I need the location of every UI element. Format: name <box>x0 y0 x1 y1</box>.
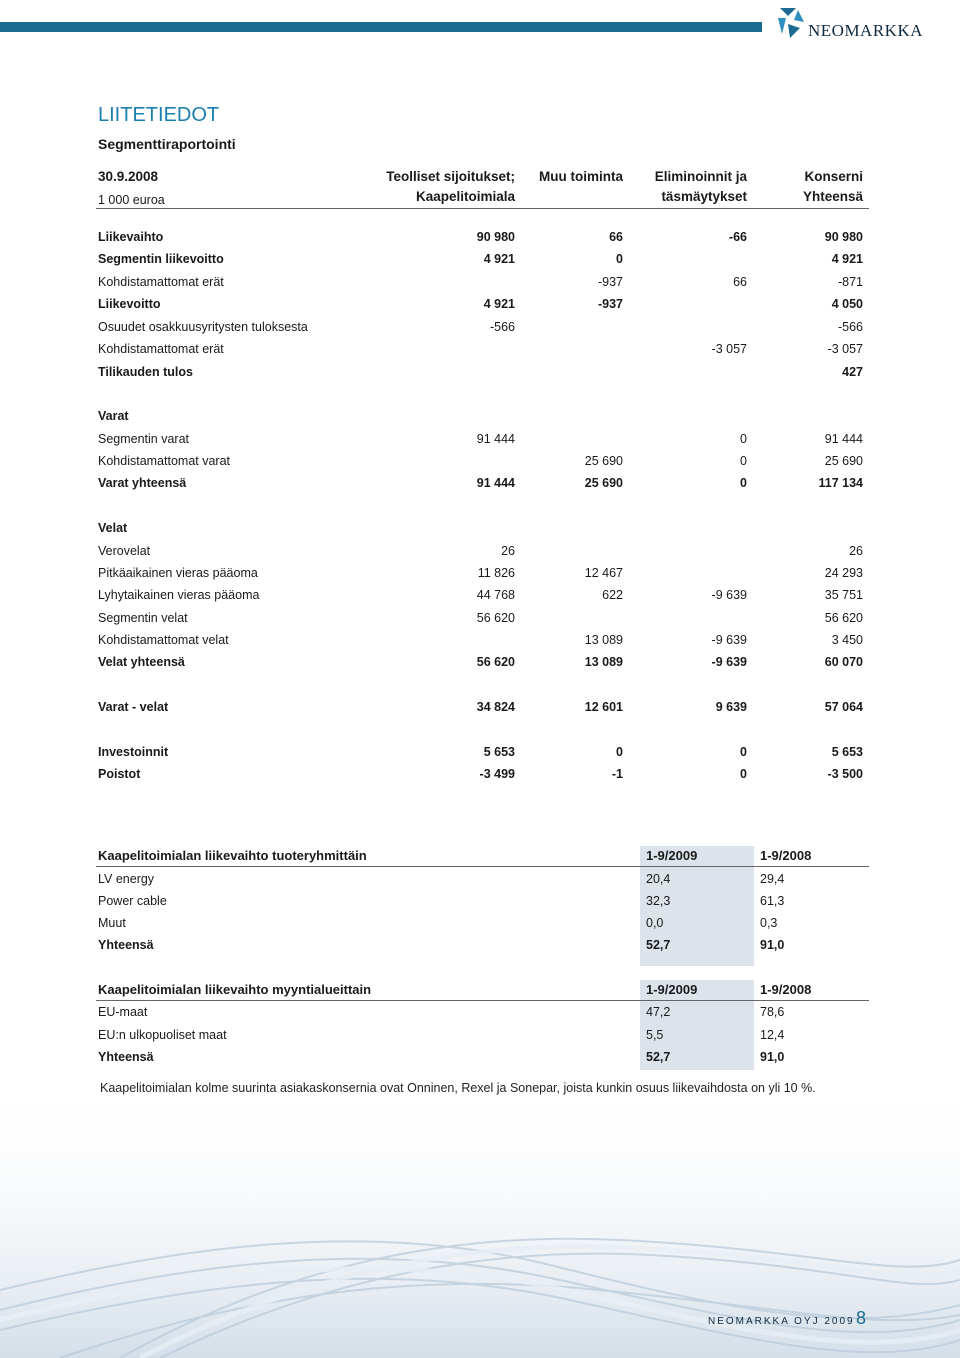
table-cell: 78,6 <box>760 1005 785 1019</box>
row-label: Kohdistamattomat erät <box>98 342 224 356</box>
product-table-title: Kaapelitoimialan liikevaihto tuoteryhmittäin <box>98 848 367 863</box>
table-cell: -566 <box>489 320 515 334</box>
neomarkka-logo-icon <box>774 4 808 42</box>
table-cell: 60 070 <box>824 655 863 669</box>
col-header-3a: Eliminoinnit ja <box>654 169 747 184</box>
table-cell: 0,0 <box>646 916 664 930</box>
product-col-2009: 1-9/2009 <box>646 848 698 863</box>
table-cell: 12 601 <box>584 700 623 714</box>
page-title: LIITETIEDOT <box>98 104 220 126</box>
row-label: Velat yhteensä <box>98 655 185 669</box>
table-cell: -9 639 <box>711 633 747 647</box>
table-cell: 0 <box>616 745 623 759</box>
row-label: LV energy <box>98 872 155 886</box>
row-label: Varat - velat <box>98 700 169 714</box>
area-table-rule <box>96 1000 869 1001</box>
table-cell: 91 444 <box>476 476 515 490</box>
col-header-2a: Muu toiminta <box>539 169 623 184</box>
row-label: Yhteensä <box>98 1050 154 1064</box>
table-cell: 0 <box>740 432 747 446</box>
table-cell: 32,3 <box>646 894 671 908</box>
row-label: Pitkäaikainen vieras pääoma <box>98 566 258 580</box>
row-label: Liikevaihto <box>98 230 164 244</box>
table-cell: 11 826 <box>477 566 515 580</box>
table-cell: 91 444 <box>824 432 863 446</box>
table-cell: 427 <box>842 365 863 379</box>
col-header-1b: Kaapelitoimiala <box>415 189 515 204</box>
row-label: Segmentin velat <box>98 611 188 625</box>
table-cell: 35 751 <box>824 588 863 602</box>
table-cell: 44 768 <box>476 588 515 602</box>
row-label: Kohdistamattomat varat <box>98 454 231 468</box>
table-cell: 0,3 <box>760 916 778 930</box>
table-cell: 4 921 <box>831 252 863 266</box>
table-cell: 52,7 <box>646 1050 671 1064</box>
table-cell: -3 499 <box>479 767 515 781</box>
table-cell: 57 064 <box>824 700 863 714</box>
table-cell: 9 639 <box>715 700 747 714</box>
product-table-rule <box>96 866 869 867</box>
table-date: 30.9.2008 <box>98 169 159 184</box>
table-cell: 0 <box>616 252 623 266</box>
table-cell: 622 <box>602 588 623 602</box>
table-cell: 5,5 <box>646 1028 664 1042</box>
table-cell: -3 057 <box>711 342 747 356</box>
table-cell: -1 <box>611 767 623 781</box>
row-label: Verovelat <box>98 544 151 558</box>
table-cell: 56 620 <box>476 655 515 669</box>
table-cell: 91,0 <box>760 1050 785 1064</box>
table-cell: 4 921 <box>483 252 515 266</box>
area-col-2009: 1-9/2009 <box>646 982 698 997</box>
table-cell: 13 089 <box>584 655 623 669</box>
table-cell: 66 <box>733 275 747 289</box>
row-label: Kohdistamattomat erät <box>98 275 224 289</box>
col-header-4a: Konserni <box>804 169 863 184</box>
area-table-title: Kaapelitoimialan liikevaihto myyntialueittain <box>98 982 372 997</box>
col-header-4b: Yhteensä <box>802 189 863 204</box>
table-cell: -9 639 <box>711 655 747 669</box>
row-label: Power cable <box>98 894 167 908</box>
table-cell: -566 <box>837 320 863 334</box>
table-cell: -3 057 <box>827 342 863 356</box>
row-label: Tilikauden tulos <box>98 365 193 379</box>
table-unit: 1 000 euroa <box>98 193 165 207</box>
brand-name: NEOMARKKA <box>808 21 923 40</box>
table-cell: 12,4 <box>760 1028 785 1042</box>
footer-company: NEOMARKKA OYJ 2009 <box>708 1316 855 1327</box>
table-cell: 66 <box>609 230 623 244</box>
row-label: Lyhytaikainen vieras pääoma <box>98 588 260 602</box>
col-header-3b: täsmäytykset <box>661 189 747 204</box>
table-cell: 91 444 <box>476 432 515 446</box>
row-label: Yhteensä <box>98 938 154 952</box>
table-cell: -937 <box>597 297 623 311</box>
row-label: Investoinnit <box>98 745 169 759</box>
table-cell: -66 <box>728 230 747 244</box>
table-cell: 13 089 <box>584 633 623 647</box>
table-cell: 0 <box>740 745 747 759</box>
page-number: 8 <box>856 1308 867 1328</box>
table-cell: 5 653 <box>831 745 863 759</box>
table-cell: -3 500 <box>827 767 863 781</box>
row-label: Muut <box>98 916 126 930</box>
table-cell: 56 620 <box>824 611 863 625</box>
table-cell: 24 293 <box>824 566 863 580</box>
table-cell: 0 <box>740 476 747 490</box>
table-cell: 3 450 <box>831 633 863 647</box>
table-cell: -937 <box>597 275 623 289</box>
area-col-2008: 1-9/2008 <box>760 982 812 997</box>
col-header-1a: Teolliset sijoitukset; <box>386 169 515 184</box>
table-cell: 25 690 <box>584 476 623 490</box>
row-label: Varat <box>98 409 129 423</box>
row-label: Segmentin liikevoitto <box>98 252 224 266</box>
table-cell: 90 980 <box>476 230 515 244</box>
product-col-2008: 1-9/2008 <box>760 848 812 863</box>
table-cell: 25 690 <box>824 454 863 468</box>
table-cell: 5 653 <box>483 745 515 759</box>
table-cell: 26 <box>501 544 515 558</box>
header-bar <box>0 22 762 32</box>
table-cell: 90 980 <box>824 230 863 244</box>
row-label: EU-maat <box>98 1005 148 1019</box>
row-label: Osuudet osakkuusyritysten tuloksesta <box>98 320 308 334</box>
table-cell: 61,3 <box>760 894 785 908</box>
table-cell: 0 <box>740 767 747 781</box>
table-cell: -871 <box>837 275 863 289</box>
table-cell: 0 <box>740 454 747 468</box>
table-cell: 34 824 <box>476 700 515 714</box>
row-label: Varat yhteensä <box>98 476 187 490</box>
row-label: Segmentin varat <box>98 432 190 446</box>
table-cell: 56 620 <box>476 611 515 625</box>
row-label: Liikevoitto <box>98 297 161 311</box>
table-cell: 12 467 <box>584 566 623 580</box>
table-cell: 25 690 <box>584 454 623 468</box>
row-label: Kohdistamattomat velat <box>98 633 229 647</box>
table-cell: 4 050 <box>831 297 863 311</box>
table-cell: 20,4 <box>646 872 671 886</box>
table-cell: -9 639 <box>711 588 747 602</box>
table-cell: 91,0 <box>760 938 785 952</box>
section-subtitle: Segmenttiraportointi <box>98 136 236 152</box>
row-label: Poistot <box>98 767 141 781</box>
brand-logo <box>774 4 949 44</box>
row-label: EU:n ulkopuoliset maat <box>98 1028 227 1042</box>
table-cell: 26 <box>849 544 863 558</box>
table-cell: 4 921 <box>483 297 515 311</box>
table-header-rule <box>96 208 869 209</box>
table-cell: 52,7 <box>646 938 671 952</box>
table-cell: 47,2 <box>646 1005 671 1019</box>
table-cell: 117 134 <box>818 476 863 490</box>
table-cell: 29,4 <box>760 872 785 886</box>
row-label: Velat <box>98 521 128 535</box>
